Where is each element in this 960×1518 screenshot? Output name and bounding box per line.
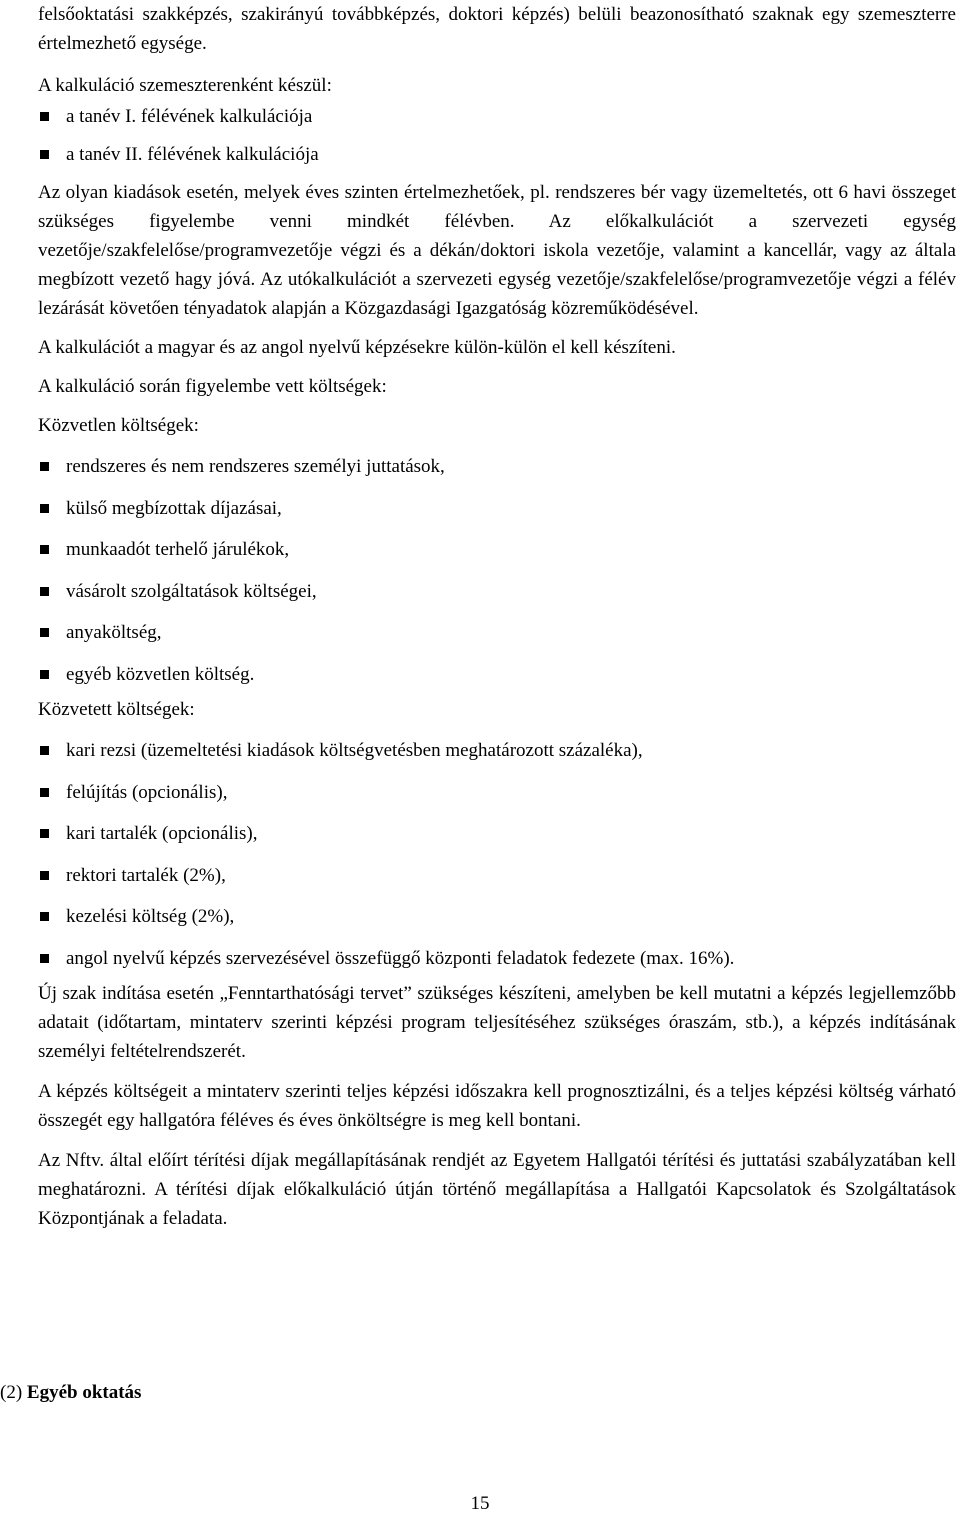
list-item: kezelési költség (2%), (38, 896, 956, 938)
section-number: (2) (0, 1382, 23, 1403)
indirect-costs-title: Közvetett költségek: (38, 699, 195, 720)
list-item: a tanév II. félévének kalkulációja (38, 136, 956, 174)
paragraph-annual-costs: Az olyan kiadások esetén, melyek éves szinten értelmezhetőek, pl. rendszeres bér vagy üzemeltetés, ott 6 havi összeget szükséges figyelembe venni mindkét félévben. Az előkalkulációt a szervezeti egység vezetője/szakfelelőse/programvezetője végzi és a dékán/doktori iskola vezetője, valamint a kancellár, vagy az általa megbízott vezető hagy jóvá. Az utókalkulációt a szervezeti egység vezetője/szakfelelőse/programvezetője végzi a félév lezárását követően tényadatok alapján a Közgazdasági Igazgatóság közreműködésével. (38, 182, 956, 319)
square-bullet-icon (40, 545, 49, 554)
square-bullet-icon (40, 628, 49, 637)
page-number: 15 (470, 1493, 490, 1514)
list-item: vásárolt szolgáltatások költségei, (38, 571, 956, 613)
list-item: anyaköltség, (38, 612, 956, 654)
page-body (38, 0, 956, 1233)
indirect-costs-list (38, 730, 956, 979)
paragraph-fees: Az Nftv. által előírt térítési díjak megállapításának rendjét az Egyetem Hallgatói térítési és juttatási szabályzatában kell meghatározni. A térítési díjak előkalkuláció útján történő megállapítása a Hallgatói Kapcsolatok és Szolgáltatások Központjának a feladata. (38, 1150, 956, 1229)
square-bullet-icon (40, 871, 49, 880)
square-bullet-icon (40, 587, 49, 596)
section-title: Egyéb oktatás (26, 1382, 142, 1403)
paragraph-new-program: Új szak indítása esetén „Fenntarthatósági tervet” szükséges készíteni, amelyben be kell mutatni a képzés legjellemzőbb adatait (időtartam, mintaterv szerinti képzési program teljesítéséhez szükséges óraszám, stb.), a képzés indításának személyi feltételrendszerét. (38, 983, 956, 1062)
list-item: angol nyelvű képzés szervezésével összefüggő központi feladatok fedezete (max. 16%). (38, 938, 956, 980)
paragraph-calc-semester: A kalkuláció szemeszterenként készül: (38, 75, 332, 96)
square-bullet-icon (40, 829, 49, 838)
square-bullet-icon (40, 746, 49, 755)
paragraph-top: felsőoktatási szakképzés, szakirányú továbbképzés, doktori képzés) belüli beazonosítható szaknak egy szemeszterre értelmezhető egysége. (38, 4, 956, 54)
square-bullet-icon (40, 788, 49, 797)
paragraph-program-costs: A képzés költségeit a mintaterv szerinti teljes képzési időszakra kell prognosztizálni, és a teljes képzési költség várható összegét egy hallgatóra féléves és éves önköltségre is meg kell bontani. (38, 1081, 956, 1131)
section-heading (0, 1378, 141, 1407)
list-item: kari rezsi (üzemeltetési kiadások költségvetésben meghatározott százaléka), (38, 730, 956, 772)
semester-list (38, 98, 956, 174)
square-bullet-icon (40, 912, 49, 921)
square-bullet-icon (40, 504, 49, 513)
list-item: egyéb közvetlen költség. (38, 654, 956, 696)
list-item: a tanév I. félévének kalkulációja (38, 98, 956, 136)
list-item: rektori tartalék (2%), (38, 855, 956, 897)
direct-costs-title: Közvetlen költségek: (38, 415, 199, 436)
list-item: munkaadót terhelő járulékok, (38, 529, 956, 571)
list-item: rendszeres és nem rendszeres személyi juttatások, (38, 446, 956, 488)
square-bullet-icon (40, 150, 49, 159)
square-bullet-icon (40, 670, 49, 679)
square-bullet-icon (40, 462, 49, 471)
square-bullet-icon (40, 112, 49, 121)
list-item: kari tartalék (opcionális), (38, 813, 956, 855)
paragraph-costs-intro: A kalkuláció során figyelembe vett költségek: (38, 376, 387, 397)
list-item: külső megbízottak díjazásai, (38, 488, 956, 530)
paragraph-languages: A kalkulációt a magyar és az angol nyelvű képzésekre külön-külön el kell készíteni. (38, 337, 676, 358)
square-bullet-icon (40, 954, 49, 963)
list-item: felújítás (opcionális), (38, 772, 956, 814)
direct-costs-list (38, 446, 956, 695)
